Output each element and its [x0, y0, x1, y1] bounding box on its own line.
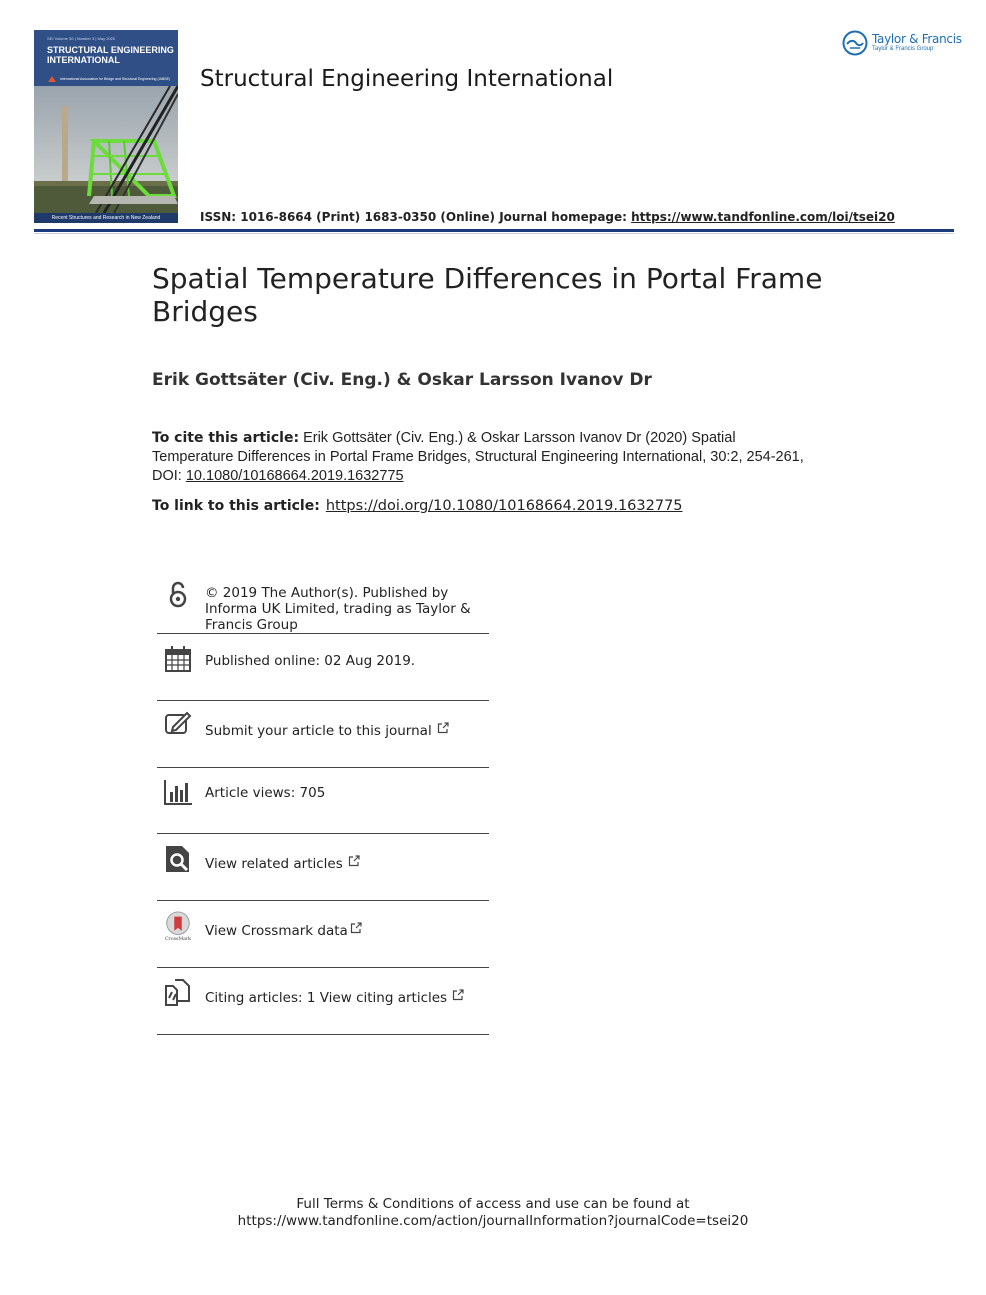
search-document-icon: [163, 844, 193, 874]
issn-text: ISSN: 1016-8664 (Print) 1683-0350 (Online) Journal homepage:: [200, 210, 632, 224]
journal-cover-image: [34, 30, 178, 223]
footer-terms-url[interactable]: https://www.tandfonline.com/action/journalInformation?journalCode=tsei20: [237, 1213, 749, 1229]
article-title: Spatial Temperature Differences in Portal Frame Bridges: [152, 262, 823, 328]
submit-article-label: Submit your article to this journal: [205, 723, 432, 739]
calendar-icon: [163, 644, 193, 674]
cover-title: STRUCTURAL ENGINEERING INTERNATIONAL: [47, 45, 174, 65]
citation-label: To cite this article:: [152, 430, 300, 446]
related-articles-label: View related articles: [205, 856, 343, 872]
journal-homepage-link[interactable]: https://www.tandfonline.com/loi/tsei20: [631, 210, 895, 224]
related-articles-link[interactable]: [157, 834, 489, 901]
header-divider-shadow: [34, 233, 954, 234]
external-link-icon: [452, 989, 464, 1001]
journal-title: Structural Engineering International: [200, 66, 614, 92]
article-doi-url-link[interactable]: https://doi.org/10.1080/10168664.2019.1632775: [325, 498, 683, 514]
article-views-text: Article views: 705: [205, 785, 326, 801]
external-link-icon: [437, 722, 449, 734]
publisher-logo: [842, 30, 962, 58]
doi-link[interactable]: 10.1080/10168664.2019.1632775: [185, 468, 404, 484]
submit-article-link[interactable]: [157, 701, 489, 768]
svg-text:CrossMark: CrossMark: [164, 937, 192, 941]
citing-articles-icon: [163, 978, 193, 1008]
publisher-name: Taylor & Francis: [872, 32, 962, 46]
footer-line-1: Full Terms & Conditions of access and use can be found at: [296, 1196, 690, 1212]
article-views-row: [157, 768, 489, 834]
citing-articles-text: [205, 989, 464, 1006]
edit-icon: [163, 709, 193, 739]
open-access-row: [157, 578, 489, 634]
crossmark-link[interactable]: [157, 901, 489, 968]
footer-terms: [0, 1196, 986, 1230]
bar-chart-icon: [163, 777, 193, 807]
taylor-francis-logo-icon: [842, 30, 868, 56]
cover-footer: Recent Structures and Research in New Zealand: [34, 213, 178, 223]
citation-block: [152, 429, 812, 486]
article-authors: Erik Gottsäter (Civ. Eng.) & Oskar Larsson Ivanov Dr: [152, 370, 652, 390]
external-link-icon: [350, 922, 362, 934]
publisher-group: Taylor & Francis Group: [872, 46, 934, 52]
open-access-icon: [163, 580, 193, 610]
published-date: Published online: 02 Aug 2019.: [205, 653, 416, 669]
copyright-text: © 2019 The Author(s). Published by Informa UK Limited, trading as Taylor & Francis Group: [205, 585, 471, 633]
cover-org: International Association for Bridge and Structural Engineering (IABSE): [60, 77, 171, 81]
published-row: [157, 634, 489, 701]
article-link-block: [152, 498, 683, 514]
issn-line: [200, 210, 895, 224]
header-divider: [34, 229, 954, 232]
article-link-label: To link to this article:: [152, 498, 320, 514]
crossmark-label: View Crossmark data: [205, 923, 348, 939]
crossmark-icon: [163, 911, 193, 941]
cover-issue-line: SEI Volume 30 | Number 3 | May 2020: [47, 36, 116, 41]
iabse-logo-icon: [48, 76, 56, 82]
cover-bridge-photo: [34, 86, 178, 213]
submit-article-text: [205, 722, 449, 739]
crossmark-text: [205, 922, 362, 939]
related-articles-text: [205, 855, 360, 872]
citing-articles-link[interactable]: [157, 968, 489, 1035]
external-link-icon: [348, 855, 360, 867]
citing-articles-label: Citing articles: 1 View citing articles: [205, 990, 448, 1006]
citation-text: Erik Gottsäter (Civ. Eng.) & Oskar Larsson Ivanov Dr (2020) Spatial Temperature Differences in Portal Frame Bridges, Structural Engineering International, 30:2, 254-261, DOI:: [152, 430, 804, 484]
